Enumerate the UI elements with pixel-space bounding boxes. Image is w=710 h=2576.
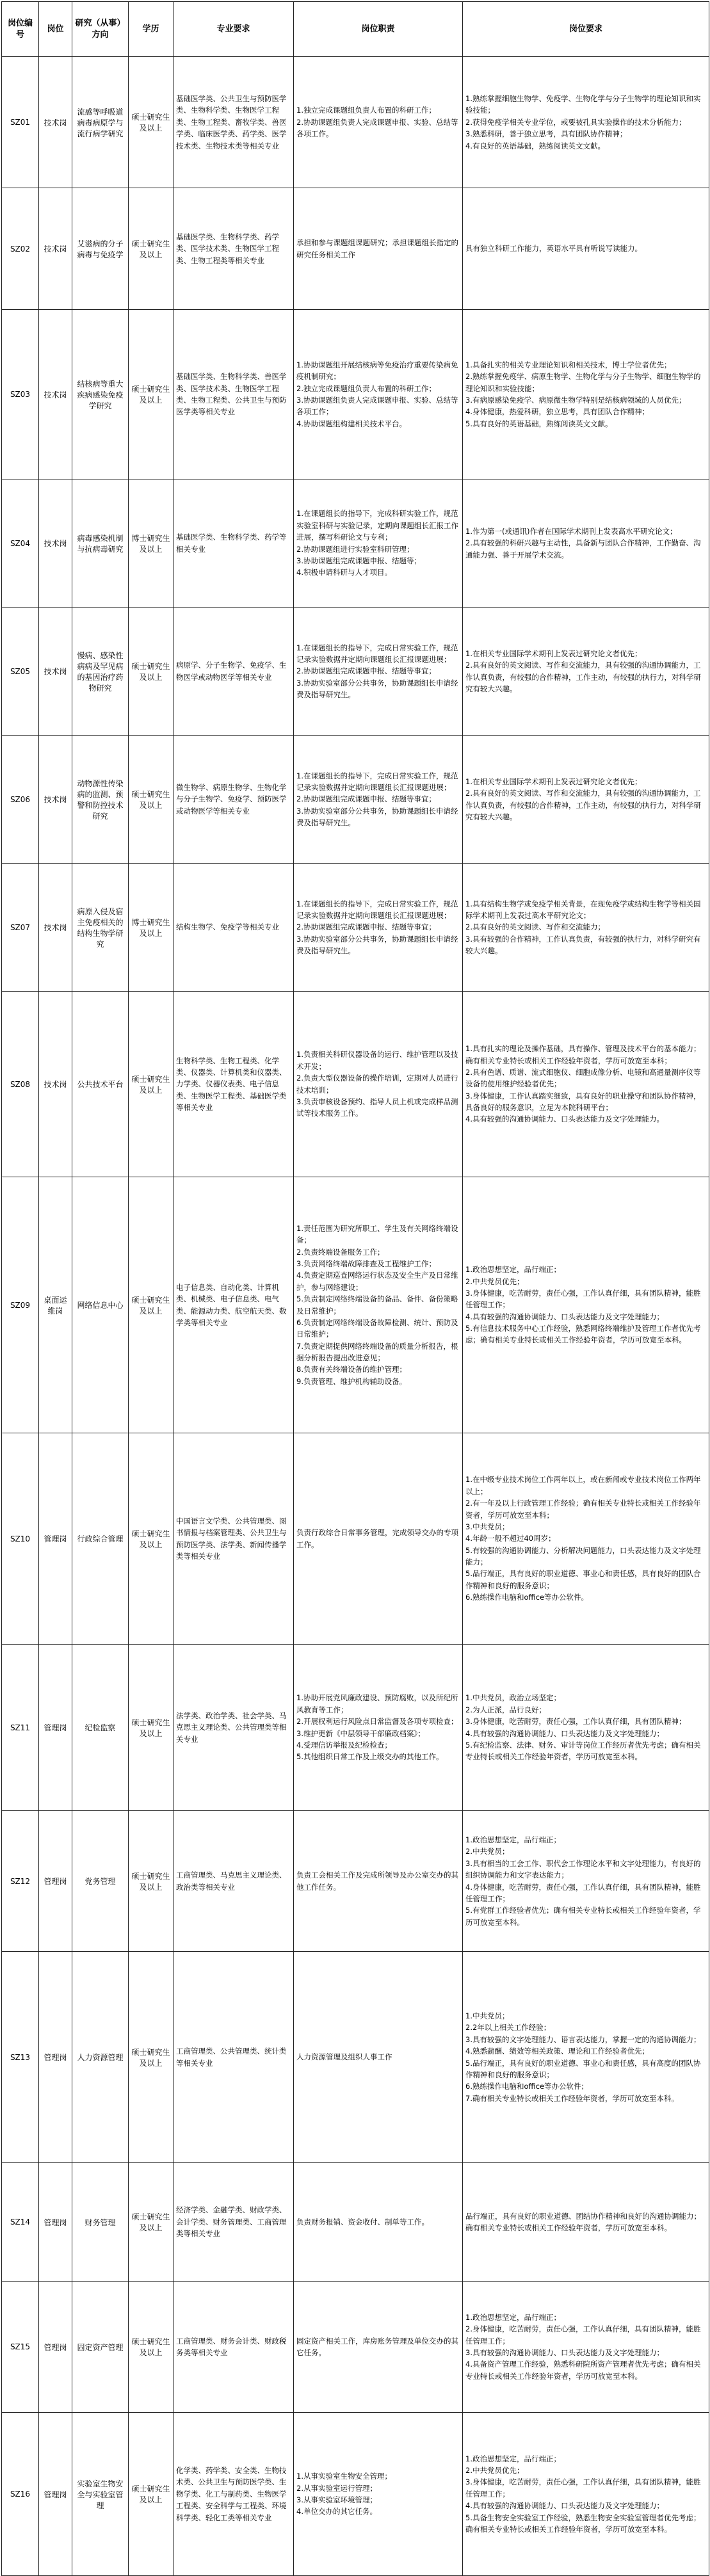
cell-direction: 网络信息中心 xyxy=(72,1177,129,1433)
table-row xyxy=(2,1433,709,1645)
cell-duties: 1.在课题组长的指导下，完成日常实验工作，规范记录实验数据并定期向课题组长汇报课题进展； 2.协助课题组完成课题申报、结题等事宜； 3.协助实验室部分公共事务，协助课题组长申请经费及指导研究生。 xyxy=(294,864,463,992)
cell-requirements: 1.具备扎实的相关专业理论知识和相关技术，博士学位者优先； 2.熟练掌握免疫学、病原生物学、生物化学与分子生物学、细胞生物学的理论知识和实验技能； 3.有病原感染免疫学、病原微生物学特别是结核病领域的人员优先； 4.身体健康，热爱科研，独立思考，具有团队合作精神； 5.具有良好的英语基础，熟练阅读英文文献。 xyxy=(463,310,709,479)
cell-direction: 实验室生物安全与实验室管理 xyxy=(72,2413,129,2576)
cell-post: 技术岗 xyxy=(39,57,72,188)
cell-major: 工商管理类、马克思主义理论类、政治类等相关专业 xyxy=(173,1811,294,1952)
cell-requirements: 1.在相关专业国际学术期刊上发表过研究论文者优先； 2.具有良好的英文阅读、写作和交流能力，具有较强的沟通协调能力，工作认真负责，有较强的合作精神，工作主动，有较强的执行力，对科学研究有较大兴趣。 xyxy=(463,736,709,864)
cell-major: 工商管理类、公共管理类、统计类等相关专业 xyxy=(173,1952,294,2163)
cell-education: 博士研究生及以上 xyxy=(129,864,173,992)
cell-duties: 负责财务报销、资金收付、制单等工作。 xyxy=(294,2163,463,2282)
cell-post-id: SZ04 xyxy=(2,479,39,608)
cell-post: 技术岗 xyxy=(39,864,72,992)
cell-post-id: SZ16 xyxy=(2,2413,39,2576)
header-duties: 岗位职责 xyxy=(294,2,463,57)
cell-major: 电子信息类、自动化类、计算机类、机械类、电子信息类、电气类、能源动力类、航空航天类、数学类等相关专业 xyxy=(173,1177,294,1433)
cell-education: 硕士研究生及以上 xyxy=(129,188,173,310)
cell-duties: 负责工会相关工作及完成所领导及办公室交办的其他工作任务。 xyxy=(294,1811,463,1952)
cell-direction: 行政综合管理 xyxy=(72,1433,129,1645)
cell-direction: 流感等呼吸道病毒病原学与流行病学研究 xyxy=(72,57,129,188)
table-row xyxy=(2,1952,709,2163)
cell-education: 硕士研究生及以上 xyxy=(129,2282,173,2413)
table-row xyxy=(2,864,709,992)
header-education: 学历 xyxy=(129,2,173,57)
cell-major: 基础医学类、生物科学类、兽医学类、医学技术类、生物医学工程类、生物工程类、公共卫生与预防医学类等相关专业 xyxy=(173,310,294,479)
cell-major: 基础医学类、公共卫生与预防医学类、生物科学类、生物医学工程类、生物工程类、畜牧学类、兽医学类、临床医学类、药学类、医学技术类、生物技术类等相关专业 xyxy=(173,57,294,188)
cell-post: 管理岗 xyxy=(39,2413,72,2576)
cell-post-id: SZ03 xyxy=(2,310,39,479)
cell-post-id: SZ06 xyxy=(2,736,39,864)
cell-requirements: 1.中共党员，政治立场坚定； 2.为人正派，品行良好； 3.身体健康，吃苦耐劳，责任心强，工作认真仔细，具有团队精神； 4.具有较强的沟通协调能力、口头表达能力及文字处理能力； 5.有纪检监察、法律、财务、审计等岗位工作经历者优先考虑；确有相关专业特长或相关工作经验年资者，学历可放宽至本科。 xyxy=(463,1645,709,1811)
cell-major: 经济学类、金融学类、财政学类、会计学类、财务管理类、工商管理类等相关专业 xyxy=(173,2163,294,2282)
cell-direction: 病原入侵及宿主免疫相关的结构生物学研究 xyxy=(72,864,129,992)
cell-post-id: SZ08 xyxy=(2,992,39,1177)
cell-duties: 1.协助开展党风廉政建设、预防腐败，以及所纪所风教育等工作； 2.开展权利运行风险点日常监督及各项专项检查； 3.维护更新《中层领导干部廉政档案》； 4.受理信访举报及纪检检查； 5.其他组织日常工作及上级交办的其他工作。 xyxy=(294,1645,463,1811)
cell-requirements: 具有独立科研工作能力，英语水平具有听说写读能力。 xyxy=(463,188,709,310)
cell-requirements: 1.在相关专业国际学术期刊上发表过研究论文者优先； 2.具有良好的英文阅读、写作和交流能力，具有较强的沟通协调能力，工作认真负责，有较强的合作精神，工作主动，有较强的执行力，对科学研究有较大兴趣。 xyxy=(463,608,709,736)
cell-post: 技术岗 xyxy=(39,992,72,1177)
cell-education: 硕士研究生及以上 xyxy=(129,57,173,188)
cell-major: 法学类、政治学类、社会学类、马克思主义理论类、公共管理类等相关专业 xyxy=(173,1645,294,1811)
table-row xyxy=(2,57,709,188)
cell-requirements: 品行端正，具有良好的职业道德、团结协作精神和良好的沟通协调能力；确有相关专业特长或相关工作经验年资者，学历可放宽至本科。 xyxy=(463,2163,709,2282)
cell-duties: 固定资产相关工作，库房账务管理及单位交办的其它任务。 xyxy=(294,2282,463,2413)
cell-requirements: 1.具有结构生物学或免疫学相关背景，在现免疫学或结构生物学等相关国际学术期刊上发表过高水平研究论文； 2.具有良好的英文阅读、写作和交流能力； 3.具有较强的合作精神，工作认真负责，有较强的执行力，对科学研究有较大兴趣。 xyxy=(463,864,709,992)
cell-requirements: 1.熟练掌握细胞生物学、免疫学、生物化学与分子生物学的理论知识和实验技能； 2.获得免疫学相关专业学位，或要被孔具实验操作的技术分析能力； 3.熟悉科研，善于独立思考，具有团队协作精神； 4.有良好的英语基础，熟练阅读英文文献。 xyxy=(463,57,709,188)
cell-post-id: SZ14 xyxy=(2,2163,39,2282)
cell-requirements: 1.政治思想坚定，品行端正； 2.中共党员优先； 3.身体健康，吃苦耐劳，责任心强，工作认真仔细，具有团队精神，能胜任管理工作； 4.具有较强的沟通协调能力、口头表达能力及文字处理能力； 5.具备生物安全实验室工作经验，熟悉生物安全实验室管理者优先考虑；确有相关专业特长或相关工作经验年资者，学历可放宽至本科。 xyxy=(463,2413,709,2576)
cell-major: 微生物学、病原生物学、生物化学与分子生物学、免疫学、预防医学或动物医学等相关专业 xyxy=(173,736,294,864)
header-direction: 研究（从事） 方向 xyxy=(72,2,129,57)
cell-post-id: SZ10 xyxy=(2,1433,39,1645)
table-row xyxy=(2,1645,709,1811)
cell-post-id: SZ01 xyxy=(2,57,39,188)
cell-education: 硕士研究生及以上 xyxy=(129,992,173,1177)
header-major: 专业要求 xyxy=(173,2,294,57)
cell-direction: 党务管理 xyxy=(72,1811,129,1952)
cell-duties: 1.独立完成课题组负责人布置的科研工作； 2.协助课题组负责人完成课题申报、实验、总结等各项工作。 xyxy=(294,57,463,188)
cell-major: 病原学、分子生物学、免疫学、生物医学或动物医学等相关专业 xyxy=(173,608,294,736)
cell-duties: 1.在课题组长的指导下，完成日常实验工作，规范记录实验数据并定期向课题组长汇报课题进展； 2.协助课题组完成课题申报、结题等事宜； 3.协助实验室部分公共事务，协助课题组长申请经费及指导研究生。 xyxy=(294,736,463,864)
cell-post-id: SZ11 xyxy=(2,1645,39,1811)
recruitment-table-container xyxy=(1,1,709,2576)
cell-post: 管理岗 xyxy=(39,2282,72,2413)
cell-post-id: SZ13 xyxy=(2,1952,39,2163)
cell-direction: 艾滋病的分子病毒与免疫学 xyxy=(72,188,129,310)
cell-post: 管理岗 xyxy=(39,1811,72,1952)
header-post: 岗位 xyxy=(39,2,72,57)
cell-requirements: 1.政治思想坚定，品行端正； 2.身体健康，吃苦耐劳，责任心强，工作认真仔细，具有团队精神，能胜任管理工作； 3.具有较强的沟通协调能力、口头表达能力及文字处理能力； 4.具备资产管理工作经验，熟悉科研院所资产管理者优先考虑；确有相关专业特长或相关工作经验年资者，学历可放宽至本科。 xyxy=(463,2282,709,2413)
cell-direction: 慢病、感染性病病及罕见病的基因治疗药物研究 xyxy=(72,608,129,736)
cell-post-id: SZ02 xyxy=(2,188,39,310)
table-row xyxy=(2,2413,709,2576)
cell-post: 技术岗 xyxy=(39,736,72,864)
table-row xyxy=(2,188,709,310)
cell-major: 工商管理类、财务会计类、财政税务类等相关专业 xyxy=(173,2282,294,2413)
cell-post-id: SZ05 xyxy=(2,608,39,736)
table-row xyxy=(2,2163,709,2282)
table-header-row xyxy=(2,2,709,57)
cell-post: 技术岗 xyxy=(39,608,72,736)
cell-direction: 固定资产管理 xyxy=(72,2282,129,2413)
cell-post: 管理岗 xyxy=(39,1952,72,2163)
cell-major: 基础医学类、生物科学类、药学类、医学技术类、生物医学工程类、生物工程类等相关专业 xyxy=(173,188,294,310)
cell-major: 结构生物学、免疫学等相关专业 xyxy=(173,864,294,992)
cell-major: 基础医学类、生物科学类、药学等相关专业 xyxy=(173,479,294,608)
cell-duties: 1.负责相关科研仪器设备的运行、维护管理以及技术开发； 2.负责大型仪器设备的操作培训，定期对人员进行技术培训； 3.负责审核设备预约、指导人员上机或完成样品测试等技术服务工作。 xyxy=(294,992,463,1177)
cell-education: 硕士研究生及以上 xyxy=(129,736,173,864)
cell-direction: 公共技术平台 xyxy=(72,992,129,1177)
cell-major: 生物科学类、生物工程类、化学类、仪器类、计算机类和仪器类、力学类、仪器仪表类、电子信息类、生物医学工程类、基础医学类等相关专业 xyxy=(173,992,294,1177)
cell-post: 管理岗 xyxy=(39,1645,72,1811)
cell-duties: 1.协助课题组开展结核病等免疫治疗重要传染病免疫机制研究； 2.独立完成课题组负责人布置的科研工作； 3.协助课题组负责人完成课题申报、实验、总结等各项工作； 4.协助课题组构建相关技术平台。 xyxy=(294,310,463,479)
cell-post: 管理岗 xyxy=(39,1433,72,1645)
cell-direction: 动物源性传染病的监测、预警和防控技术研究 xyxy=(72,736,129,864)
cell-post: 桌面运维岗 xyxy=(39,1177,72,1433)
cell-education: 硕士研究生及以上 xyxy=(129,1645,173,1811)
table-row xyxy=(2,479,709,608)
cell-post: 技术岗 xyxy=(39,479,72,608)
cell-duties: 1.责任范围为研究所职工、学生及有关网络终端设备； 2.负责终端设备服务工作； 3.负责网络终端故障排查及工程维护工作； 4.负责定期巡查网络运行状态及安全生产及日常维护，参与网络建设； 5.负责制定网络终端设备的备品、备件、备份策略及日常维护； 6.负责制定网络终端设备故障检测、统计、预防及日常维护； 7.负责定期提供网络终端设备的质量分析报告，根据分析报告提出改进意见； 8.负责有关终端设备的维护管理； 9.负责管理、维护机构辅助设备。 xyxy=(294,1177,463,1433)
cell-education: 硕士研究生及以上 xyxy=(129,310,173,479)
cell-education: 硕士研究生及以上 xyxy=(129,1177,173,1433)
cell-education: 博士研究生及以上 xyxy=(129,479,173,608)
job-positions-table xyxy=(1,1,709,2576)
cell-requirements: 1.具有扎实的理论及操作基础，具有操作、管理及技术平台的基本能力；确有相关专业特长或相关工作经验年资者，学历可放宽至本科； 2.具有色谱、质谱、流式细胞仪、细胞成像分析、电镜和高通量测序仪等设备的使用维护经验者优先； 3.身体健康，工作认真踏实细致，具有良好的职业操守和团队协作精神，具备良好的服务意识，立足为本院科研平台； 4.具有较强的沟通协调能力、口头表达能力及文字处理能力。 xyxy=(463,992,709,1177)
table-row xyxy=(2,608,709,736)
cell-post-id: SZ09 xyxy=(2,1177,39,1433)
cell-post: 管理岗 xyxy=(39,2163,72,2282)
cell-major: 化学类、药学类、安全类、生物技术类、公共卫生与预防医学类、生物学类、化工与制药类、生物医学工程类、安全科学与工程类、环境科学类、轻化工类等相关专业 xyxy=(173,2413,294,2576)
cell-post-id: SZ12 xyxy=(2,1811,39,1952)
cell-post: 技术岗 xyxy=(39,310,72,479)
cell-post-id: SZ07 xyxy=(2,864,39,992)
table-row xyxy=(2,1811,709,1952)
cell-education: 硕士研究生及以上 xyxy=(129,1952,173,2163)
cell-requirements: 1.中共党员； 2.2年以上相关工作经验； 3.具有较强的文字处理能力、语言表达能力，掌握一定的沟通协调能力； 4.熟悉薪酬、绩效等相关政策、理论和工作经验者优先； 5.品行端正，具有良好的职业道德、事业心和责任感，具有高度的团队协作精神和良好的服务意识； 6.熟练操作电脑和office等办公软件； 7.确有相关专业特长或相关工作经验年资者，学历可放宽至本科。 xyxy=(463,1952,709,2163)
table-row xyxy=(2,310,709,479)
cell-duties: 1.在课题组长的指导下，完成日常实验工作，规范记录实验数据并定期向课题组长汇报课题进展； 2.协助课题组完成课题申报、结题等事宜； 3.协助实验室部分公共事务，协助课题组长申请经费及指导研究生。 xyxy=(294,608,463,736)
cell-major: 中国语言文学类、公共管理类、图书情报与档案管理类、公共卫生与预防医学类、法学类、新闻传播学类等相关专业 xyxy=(173,1433,294,1645)
cell-requirements: 1.在中级专业技术岗位工作两年以上，或在新闻或专业技术岗位工作两年以上； 2.有一年及以上行政管理工作经验；确有相关专业特长或相关工作经验年资者，学历可放宽至本科； 3.中共党员； 4.年龄一般不超过40周岁； 5.有较强的沟通协调能力、分析解决问题能力，口头表达能力及文字处理能力； 5.品行端正，具有良好的职业道德、事业心和责任感，具有良好的团队合作精神和良好的服务意识； 6.熟练操作电脑和office等办公软件。 xyxy=(463,1433,709,1645)
cell-duties: 负责行政综合日常事务管理，完成领导交办的专项工作。 xyxy=(294,1433,463,1645)
cell-education: 硕士研究生及以上 xyxy=(129,1811,173,1952)
table-row xyxy=(2,1177,709,1433)
cell-education: 硕士研究生及以上 xyxy=(129,1433,173,1645)
table-row xyxy=(2,992,709,1177)
cell-direction: 病毒感染机制与抗病毒研究 xyxy=(72,479,129,608)
cell-education: 硕士研究生及以上 xyxy=(129,608,173,736)
cell-duties: 1.在课题组长的指导下，完成科研实验工作，规范实验室科研与实验记录，定期向课题组长汇报工作进展，撰写科研论文与专利； 2.协助课题组进行实验室科研管理； 3.协助课题组完成课题申报、结题等； 4.积极申请科研与人才项目。 xyxy=(294,479,463,608)
cell-direction: 财务管理 xyxy=(72,2163,129,2282)
cell-requirements: 1.政治思想坚定，品行端正； 2.中共党员优先； 3.身体健康，吃苦耐劳，责任心强，工作认真仔细，具有团队精神，能胜任管理工作； 4.具有较强的沟通协调能力、口头表达能力及文字处理能力； 5.有信息技术服务中心工作经验，熟悉网络终端维护及管理工作者优先考虑；确有相关专业特长或相关工作经验年资者，学历可放宽至本科。 xyxy=(463,1177,709,1433)
cell-direction: 纪检监察 xyxy=(72,1645,129,1811)
table-row xyxy=(2,736,709,864)
table-row xyxy=(2,2282,709,2413)
cell-requirements: 1.作为第一(或通讯)作者在国际学术期刊上发表高水平研究论文； 2.具有较强的科研兴趣与主动性，具备新与团队合作精神，工作勤奋、沟通能力强、善于开展学术交流。 xyxy=(463,479,709,608)
cell-duties: 人力资源管理及组织人事工作 xyxy=(294,1952,463,2163)
cell-education: 硕士研究生及以上 xyxy=(129,2163,173,2282)
header-post-id: 岗位编号 xyxy=(2,2,39,57)
cell-post-id: SZ15 xyxy=(2,2282,39,2413)
cell-direction: 结核病等重大疾病感染免疫学研究 xyxy=(72,310,129,479)
cell-requirements: 1.政治思想坚定，品行端正； 2.中共党员； 3.具有相当的工会工作、职代会工作理论水平和文字处理能力，有良好的组织协调能力和文字表达能力； 4.身体健康，吃苦耐劳，责任心强，工作认真仔细，具有团队精神，能胜任管理工作； 5.有党群工作经验者优先；确有相关专业特长或相关工作经验年资者，学历可放宽至本科。 xyxy=(463,1811,709,1952)
cell-post: 技术岗 xyxy=(39,188,72,310)
header-requirements: 岗位要求 xyxy=(463,2,709,57)
cell-duties: 1.从事实验室生物安全管理； 2.从事实验室运行管理； 3.从事实验室环境管理； 4.单位交办的其它任务。 xyxy=(294,2413,463,2576)
cell-duties: 承担和参与课题组课题研究；承担课题组长指定的研究任务相关工作 xyxy=(294,188,463,310)
cell-direction: 人力资源管理 xyxy=(72,1952,129,2163)
cell-education: 硕士研究生及以上 xyxy=(129,2413,173,2576)
